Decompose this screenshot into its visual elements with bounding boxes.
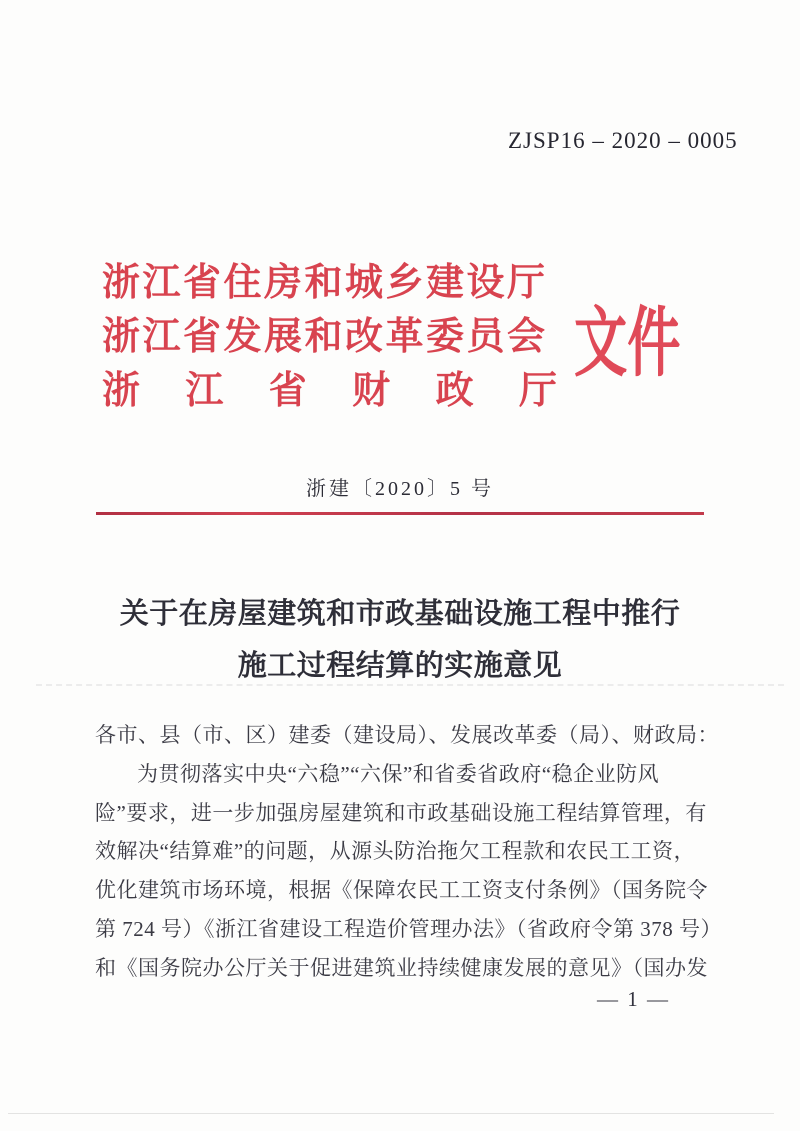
body-text-line: 和《国务院办公厅关于促进建筑业持续健康发展的意见》（国办发 <box>95 955 708 980</box>
scan-fold-artifact-line <box>36 684 784 686</box>
agency-character: 浙 <box>102 370 141 412</box>
agency-character: 厅 <box>518 370 557 412</box>
document-title-line-1: 关于在房屋建筑和市政基础设施工程中推行 <box>119 598 681 630</box>
agency-line-development-reform: 浙江省发展和改革委员会 <box>102 316 548 358</box>
document-body <box>95 716 722 988</box>
red-letterhead <box>102 258 557 420</box>
document-title-line-2: 施工过程结算的实施意见 <box>237 650 563 682</box>
body-text-line: 优化建筑市场环境，根据《保障农民工工资支付条例》（国务院令 <box>95 878 708 903</box>
agency-character: 江 <box>185 370 224 412</box>
agency-line-finance <box>102 366 557 420</box>
body-text-line: 第 724 号）《浙江省建设工程造价管理办法》（省政府令第 378 号） <box>95 916 722 941</box>
body-text-line: 险”要求，进一步加强房屋建筑和市政基础设施工程结算管理，有 <box>95 800 707 825</box>
body-text-line: 为贯彻落实中央“六稳”“六保”和省委省政府“稳企业防风 <box>137 761 660 786</box>
document-type-label: 文件 <box>574 302 681 386</box>
salutation-line: 各市、县（市、区）建委（建设局）、发展改革委（局）、财政局： <box>95 723 719 747</box>
body-text-line: 效解决“结算难”的问题，从源头防治拖欠工程款和农民工工资， <box>95 839 696 864</box>
agency-character: 财 <box>352 370 391 412</box>
bottom-scan-artifact-line <box>8 1113 774 1114</box>
document-reference-number: 浙建〔2020〕5 号 <box>306 478 494 500</box>
agency-character: 政 <box>435 370 474 412</box>
agency-character: 省 <box>268 370 307 412</box>
page-number: — 1 — <box>597 987 670 1011</box>
archival-serial-number: ZJSP16 – 2020 – 0005 <box>508 128 738 153</box>
red-separator-rule <box>96 512 704 515</box>
agency-line-housing-construction: 浙江省住房和城乡建设厅 <box>102 262 548 304</box>
